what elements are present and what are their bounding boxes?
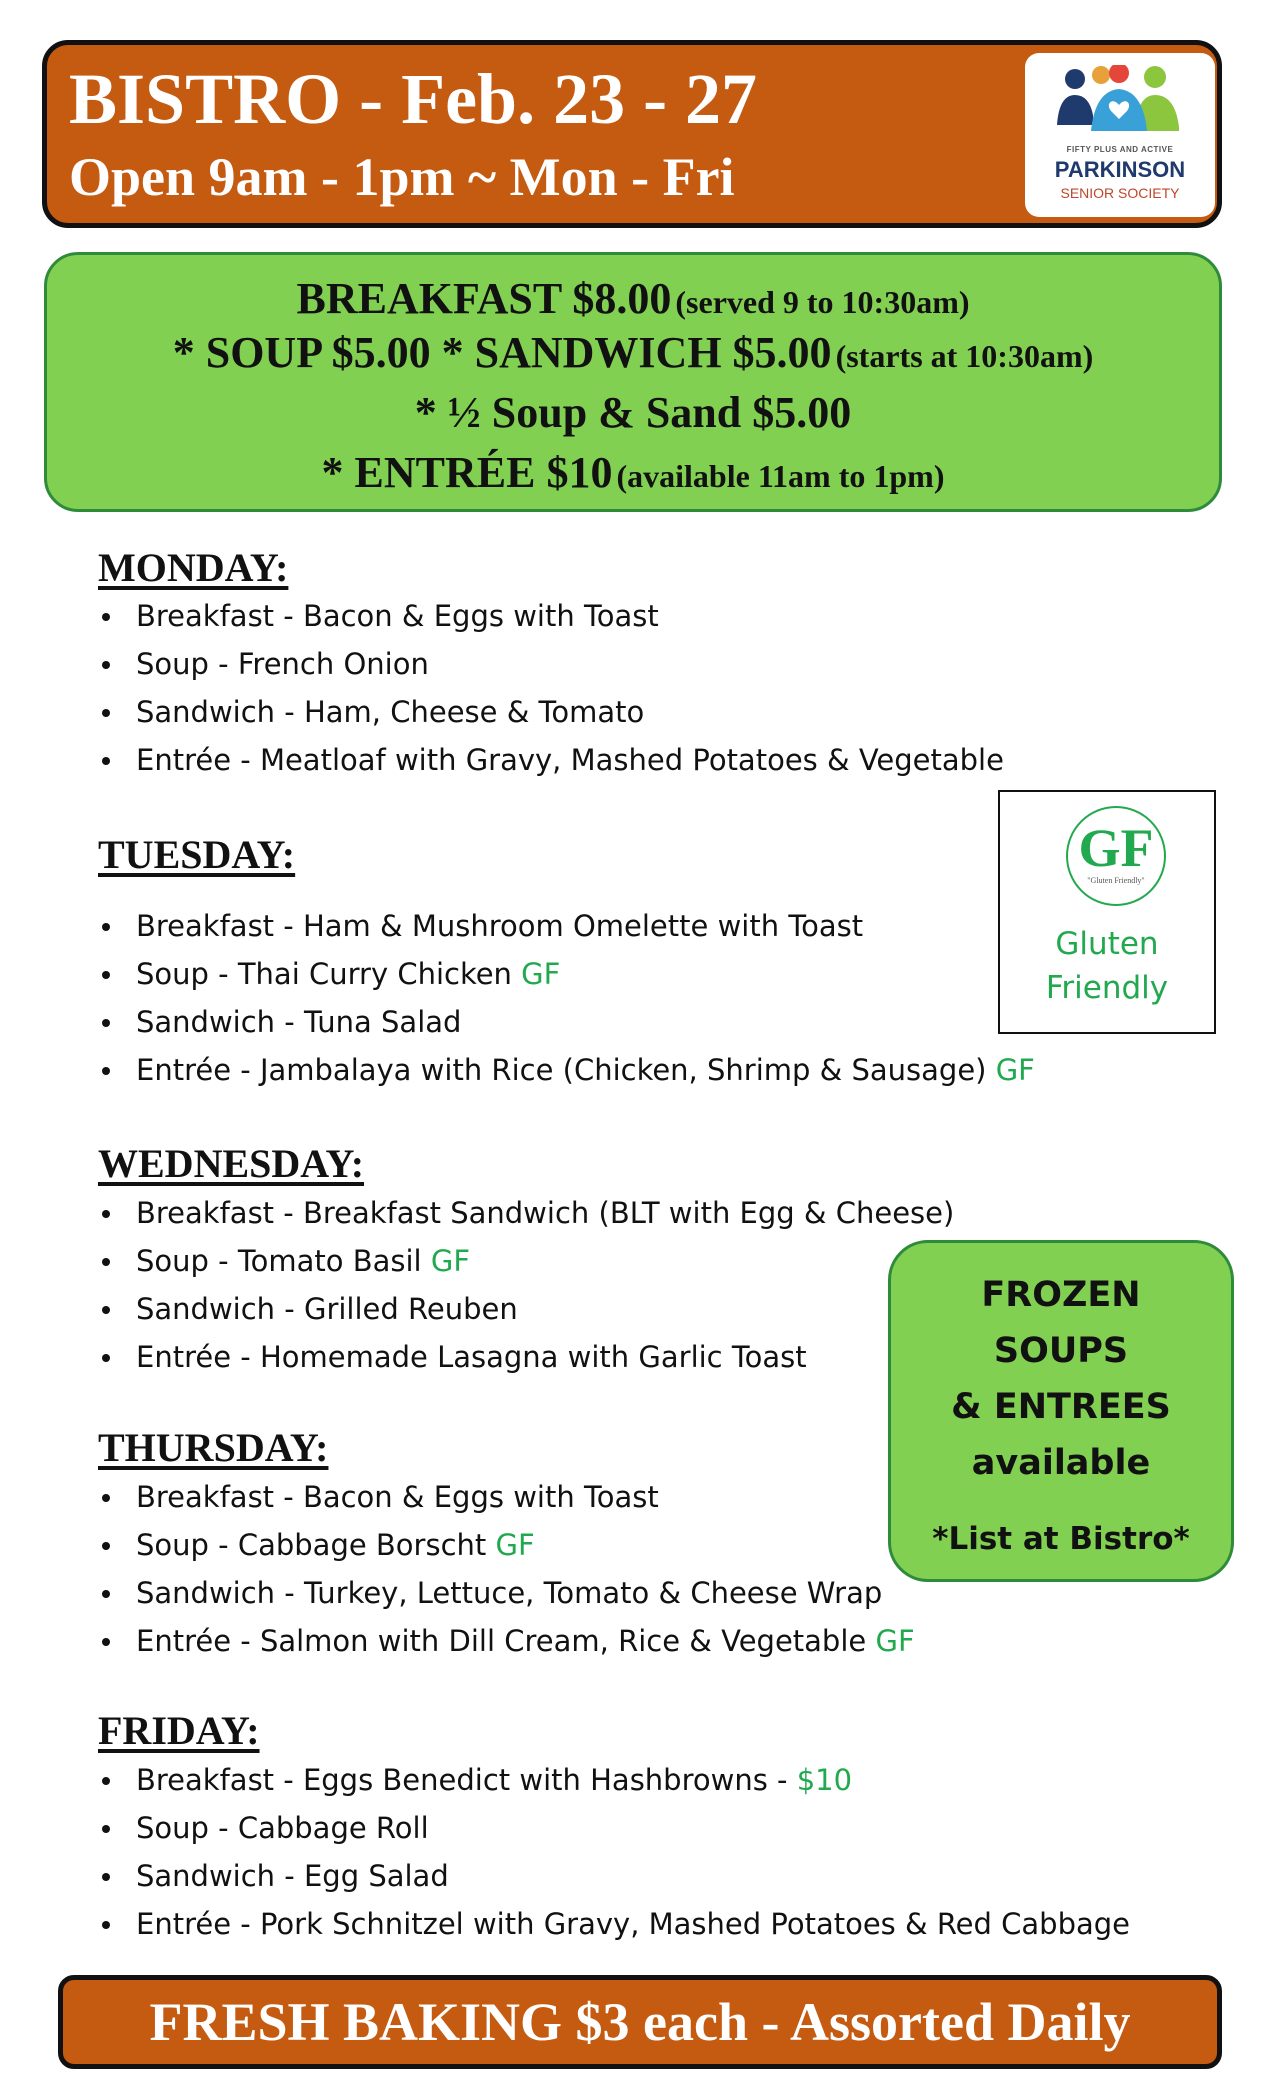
price-breakfast: BREAKFAST $8.00 xyxy=(296,274,672,323)
list-item: Sandwich - Turkey, Lettuce, Tomato & Cheese Wrap xyxy=(98,1569,915,1617)
parkinson-logo xyxy=(1025,53,1215,217)
gf-label-line2: Friendly xyxy=(1045,970,1169,1006)
frozen-line4: available xyxy=(971,1443,1151,1483)
price-half-line xyxy=(47,387,1219,438)
list-item: Sandwich - Ham, Cheese & Tomato xyxy=(98,688,1004,736)
list-item: Breakfast - Bacon & Eggs with Toast xyxy=(98,1473,915,1521)
menu-list-monday xyxy=(98,592,1004,784)
list-item: Soup - French Onion xyxy=(98,640,1004,688)
list-item: Sandwich - Tuna Salad xyxy=(98,998,1035,1046)
list-item: Sandwich - Egg Salad xyxy=(98,1852,1130,1900)
gf-icon: GF "Gluten Friendly" xyxy=(1066,806,1166,906)
gf-tag: GF xyxy=(430,1244,470,1278)
list-item: Sandwich - Grilled Reuben xyxy=(98,1285,954,1333)
list-item: Breakfast - Breakfast Sandwich (BLT with Egg & Cheese) xyxy=(98,1189,954,1237)
logo-tagline: FIFTY PLUS AND ACTIVE xyxy=(1066,145,1174,154)
menu-list-wednesday xyxy=(98,1189,954,1381)
price-soup-sandwich-note: (starts at 10:30am) xyxy=(835,338,1094,374)
list-item: Entrée - Homemade Lasagna with Garlic Toast xyxy=(98,1333,954,1381)
day-heading-thursday: THURSDAY: xyxy=(98,1425,329,1470)
list-item: Breakfast - Bacon & Eggs with Toast xyxy=(98,592,1004,640)
list-item: Soup - Tomato Basil GF xyxy=(98,1237,954,1285)
price-entree-line xyxy=(47,447,1219,498)
frozen-line2: SOUPS xyxy=(993,1331,1129,1371)
price-soup-sandwich: * SOUP $5.00 * SANDWICH $5.00 xyxy=(172,328,832,377)
list-item: Breakfast - Ham & Mushroom Omelette with Toast xyxy=(98,902,1035,950)
list-item: Entrée - Jambalaya with Rice (Chicken, Shrimp & Sausage) GF xyxy=(98,1046,1035,1094)
frozen-soups-notice xyxy=(888,1240,1234,1582)
list-item: Entrée - Meatloaf with Gravy, Mashed Potatoes & Vegetable xyxy=(98,736,1004,784)
list-item: Entrée - Pork Schnitzel with Gravy, Mashed Potatoes & Red Cabbage xyxy=(98,1900,1130,1948)
logo-subname: SENIOR SOCIETY xyxy=(1060,185,1180,201)
logo-name: PARKINSON xyxy=(1054,157,1186,182)
price-box xyxy=(44,252,1222,512)
gf-tag: GF xyxy=(995,1053,1035,1087)
price-tag: $10 xyxy=(796,1763,853,1797)
menu-list-friday xyxy=(98,1756,1130,1948)
menu-list-tuesday xyxy=(98,902,1035,1094)
price-entree-note: (available 11am to 1pm) xyxy=(616,458,945,494)
day-heading-wednesday: WEDNESDAY: xyxy=(98,1141,365,1186)
list-item: Soup - Cabbage Borscht GF xyxy=(98,1521,915,1569)
frozen-note: *List at Bistro* xyxy=(932,1521,1190,1557)
frozen-line1: FROZEN xyxy=(981,1275,1141,1315)
list-item: Soup - Thai Curry Chicken GF xyxy=(98,950,1035,998)
people-logo-icon xyxy=(1055,65,1185,143)
list-item: Soup - Cabbage Roll xyxy=(98,1804,1130,1852)
price-soup-sandwich-line xyxy=(47,327,1219,378)
day-heading-friday: FRIDAY: xyxy=(98,1708,260,1753)
list-item: Entrée - Salmon with Dill Cream, Rice & Vegetable GF xyxy=(98,1617,915,1665)
frozen-line3: & ENTREES xyxy=(951,1387,1171,1427)
gf-tag: GF xyxy=(495,1528,535,1562)
price-breakfast-note: (served 9 to 10:30am) xyxy=(675,284,970,320)
gf-label-line1: Gluten xyxy=(1055,926,1159,962)
list-item: Breakfast - Eggs Benedict with Hashbrowns - $10 xyxy=(98,1756,1130,1804)
header-banner xyxy=(42,40,1222,228)
menu-title: BISTRO - Feb. 23 - 27 xyxy=(69,59,758,139)
gluten-friendly-badge xyxy=(998,790,1216,1034)
day-heading-tuesday: TUESDAY: xyxy=(98,832,296,877)
day-heading-monday: MONDAY: xyxy=(98,545,289,590)
opening-hours: Open 9am - 1pm ~ Mon - Fri xyxy=(69,147,735,207)
price-breakfast-line xyxy=(47,273,1219,324)
price-entree: * ENTRÉE $10 xyxy=(321,448,613,497)
footer-banner xyxy=(58,1975,1222,2069)
gf-tag: GF xyxy=(521,957,561,991)
footer-text: FRESH BAKING $3 each - Assorted Daily xyxy=(149,1992,1131,2052)
price-half: * ½ Soup & Sand $5.00 xyxy=(414,388,852,437)
gf-tag: GF xyxy=(875,1624,915,1658)
menu-list-thursday xyxy=(98,1473,915,1665)
